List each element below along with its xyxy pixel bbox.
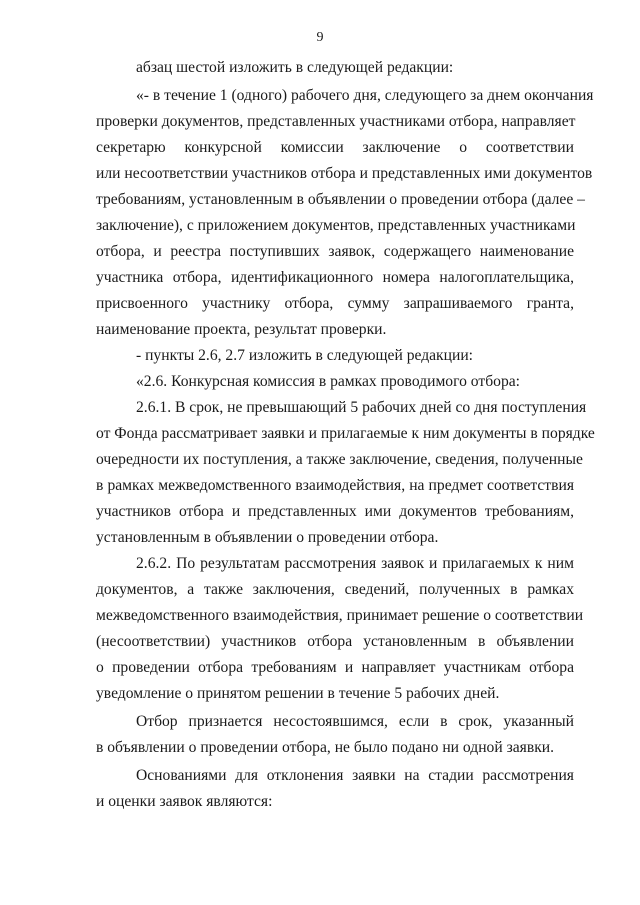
text-line: присвоенного участнику отбора, сумму запрашиваемого гранта, bbox=[96, 295, 574, 312]
text-line: межведомственного взаимодействия, принимает решение о соответствии bbox=[96, 607, 584, 624]
text-line: проверки документов, представленных участниками отбора, направляет bbox=[96, 113, 576, 130]
text-line: Основаниями для отклонения заявки на стадии рассмотрения bbox=[136, 767, 574, 784]
text-line: от Фонда рассматривает заявки и прилагаемые к ним документы в порядке bbox=[96, 425, 595, 442]
text-line: участников отбора и представленных ими документов требованиям, bbox=[96, 503, 574, 520]
text-line: Отбор признается несостоявшимся, если в срок, указанный bbox=[136, 713, 574, 730]
text-line: 2.6.2. По результатам рассмотрения заявок и прилагаемых к ним bbox=[136, 555, 574, 572]
text-line: абзац шестой изложить в следующей редакции: bbox=[136, 59, 454, 76]
text-line: документов, а также заключения, сведений, полученных в рамках bbox=[96, 581, 574, 598]
page-number: 9 bbox=[316, 30, 324, 45]
text-line: очередности их поступления, а также заключение, сведения, полученные bbox=[96, 451, 583, 468]
text-line: наименование проекта, результат проверки. bbox=[96, 321, 387, 338]
text-line: отбора, и реестра поступивших заявок, содержащего наименование bbox=[96, 243, 574, 260]
text-line: секретарю конкурсной комиссии заключение о соответствии bbox=[96, 139, 574, 156]
text-line: о проведении отбора требованиям и направляет участникам отбора bbox=[96, 659, 574, 676]
text-line: установленным в объявлении о проведении отбора. bbox=[96, 529, 439, 546]
text-line: или несоответствии участников отбора и представленных ими документов bbox=[96, 165, 593, 182]
text-line: (несоответствии) участников отбора установленным в объявлении bbox=[96, 633, 574, 650]
text-line: требованиям, установленным в объявлении о проведении отбора (далее – bbox=[96, 191, 585, 208]
text-line: в рамках межведомственного взаимодействия, на предмет соответствия bbox=[96, 477, 574, 494]
section-heading: «2.6. Конкурсная комиссия в рамках проводимого отбора: bbox=[136, 373, 520, 390]
text-line: в объявлении о проведении отбора, не было подано ни одной заявки. bbox=[96, 739, 555, 756]
text-line: участника отбора, идентификационного номера налогоплательщика, bbox=[96, 269, 574, 286]
text-line: заключение), с приложением документов, представленных участниками bbox=[96, 217, 576, 234]
text-line: и оценки заявок являются: bbox=[96, 793, 273, 810]
text-line: «- в течение 1 (одного) рабочего дня, следующего за днем окончания bbox=[136, 87, 594, 104]
text-line: уведомление о принятом решении в течение 5 рабочих дней. bbox=[96, 685, 500, 702]
text-line: 2.6.1. В срок, не превышающий 5 рабочих дней со дня поступления bbox=[136, 399, 587, 416]
text-line: - пункты 2.6, 2.7 изложить в следующей редакции: bbox=[136, 347, 474, 364]
